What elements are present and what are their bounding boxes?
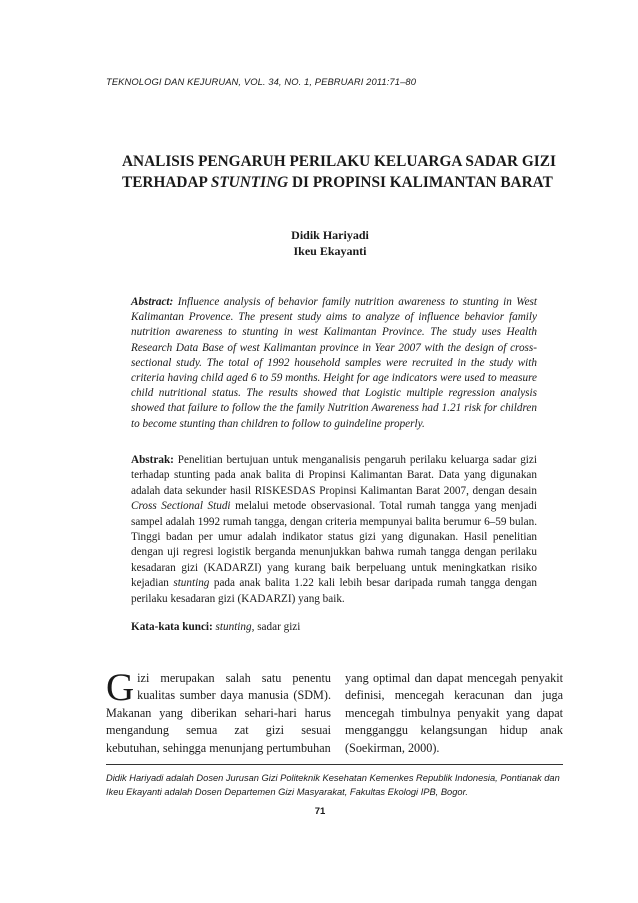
drop-cap: G bbox=[106, 666, 135, 709]
page-number: 71 bbox=[314, 806, 326, 817]
abstrak-text-2: melalui metode observasional. Total rumah tangga yang menjadi sampel adalah 1992 rumah tangga, dengan criteria mempunyai balita berumur 6–59 bulan. Tinggi badan per umur adalah indikator status gizi yang digunakan. Hasil penelitian dengan uji regresi logistik berganda menunjukkan bahwa rumah tangga dengan perilaku kesadaran gizi (KADARZI) yang kurang baik berpeluang untuk meningkatkan risiko kejadian bbox=[131, 500, 537, 590]
keywords-label: Kata-kata kunci: bbox=[131, 621, 213, 633]
author-name: Ikeu Ekayanti bbox=[293, 244, 367, 258]
title-line-2-suffix: DI PROPINSI KALIMANTAN BARAT bbox=[288, 174, 553, 191]
abstract-english bbox=[131, 295, 537, 432]
abstrak-label: Abstrak: bbox=[131, 454, 174, 466]
body-column-left bbox=[106, 666, 331, 757]
body-column-right bbox=[345, 670, 563, 757]
abstract-label: Abstract: bbox=[131, 296, 174, 308]
body-text-left: izi merupakan salah satu penentu kualitas sumber daya manusia (SDM). Makanan yang diberikan sehari-hari harus mengandung semua zat gizi sesuai kebutuhan, sehingga menunjang pertumbuhan bbox=[106, 671, 331, 755]
abstrak-italic-1: Cross Sectional Studi bbox=[131, 500, 231, 513]
title-italic-stunting: STUNTING bbox=[210, 174, 289, 191]
footnote-divider bbox=[106, 764, 563, 765]
abstrak-text-3: pada anak balita 1.22 kali lebih besar daripada rumah tangga dengan perilaku kesadaran gizi (KADARZI) yang baik. bbox=[131, 577, 537, 605]
author-name: Didik Hariyadi bbox=[291, 228, 369, 242]
body-text-right: yang optimal dan dapat mencegah penyakit definisi, mencegah keracunan dan juga mencegah timbulnya penyakit yang dapat mengganggu kelangsungan hidup anak (Soekirman, 2000). bbox=[345, 671, 563, 755]
keyword-italic: stunting, bbox=[215, 621, 255, 633]
abstract-indonesian bbox=[131, 453, 537, 607]
title-line-2 bbox=[122, 172, 582, 193]
title-line-1: ANALISIS PENGARUH PERILAKU KELUARGA SADAR GIZI bbox=[122, 153, 556, 170]
abstrak-text-1: Penelitian bertujuan untuk menganalisis pengaruh perilaku keluarga sadar gizi terhadap stunting pada anak balita di Propinsi Kalimantan Barat. Data yang digunakan adalah data sekunder hasil RISKESDAS Propinsi Kalimantan Barat 2007, dengan desain bbox=[131, 454, 537, 497]
author-list bbox=[220, 227, 440, 259]
keyword-text: sadar gizi bbox=[254, 621, 301, 633]
abstrak-italic-2: stunting bbox=[173, 577, 210, 590]
running-head: TEKNOLOGI DAN KEJURUAN, VOL. 34, NO. 1, PEBRUARI 2011:71–80 bbox=[106, 76, 417, 87]
article-title bbox=[122, 151, 582, 193]
author-footnote: Didik Hariyadi adalah Dosen Jurusan Gizi Politeknik Kesehatan Kemenkes Republik Indonesia, Pontianak dan Ikeu Ekayanti adalah Dosen Departemen Gizi Masyarakat, Fakultas Ekologi IPB, Bogor. bbox=[106, 773, 560, 797]
title-line-2-prefix: TERHADAP bbox=[122, 174, 211, 191]
abstract-text: Influence analysis of behavior family nutrition awareness to stunting in West Kalimantan Provence. The present study aims to analyze of influence behavior family nutrition awareness to stunting in west Kalimantan Province. The study uses Health Research Data Base of west Kalimantan province in Year 2007 with the design of cross-sectional study. The total of 1992 household samples were recruited in the study with criteria having child aged 6 to 59 months. Height for age indicators were used to measure child nutritional status. The results showed that Logistic multiple regression analysis showed that failure to follow the the family Nutrition Awareness had 1.21 risk for children to become stunting than children to follow to guindeline properly. bbox=[131, 296, 537, 430]
keywords bbox=[131, 620, 537, 635]
